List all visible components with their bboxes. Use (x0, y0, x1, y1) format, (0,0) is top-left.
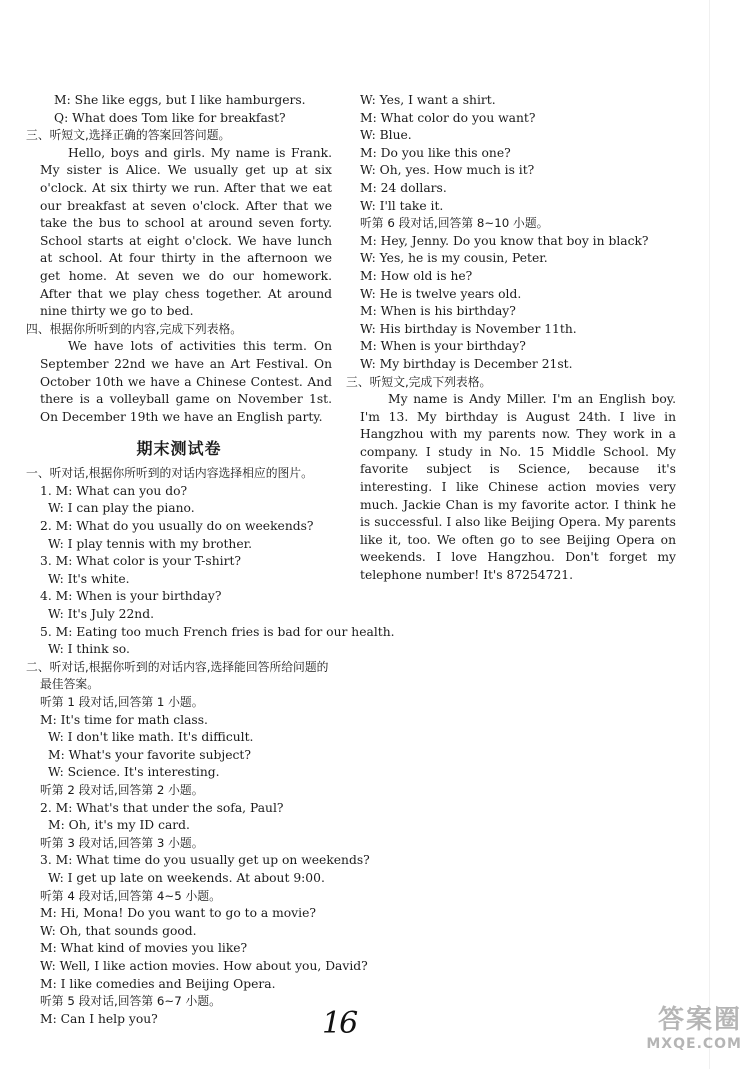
dialogue-line: M: What color do you want? (360, 110, 536, 125)
dialogue-line: W: Oh, that sounds good. (40, 923, 197, 938)
passage-frank: Hello, boys and girls. My name is Frank. My sister is Alice. We usually get up at six o'clock. At six thirty we run. After that we eat our breakfast at seven o'clock. After that we take the bus to school at around seven forty. School starts at eight o'clock. We have lunch at school. At four thirty in the afternoon we get home. At seven we do our homework. After that we play chess together. At around nine thirty we go to bed. (40, 145, 332, 319)
dialogue-line: 3. M: What color is your T-shirt? (40, 554, 241, 569)
dialogue-line: W: I think so. (48, 642, 130, 657)
dialogue-line: W: My birthday is December 21st. (360, 356, 573, 371)
section-title: 一、听对话,根据你所听到的对话内容选择相应的图片。 (26, 466, 313, 481)
passage-andy: My name is Andy Miller. I'm an English boy. I'm 13. My birthday is August 24th. I live in Hangzhou with my parents now. They work in a company. I study in No. 15 Middle School. My favorite subject is Science, because it's interesting. I like Chinese action movies very much. Jackie Chan is my favorite actor. I think he is successful. I also like Beijing Opera. My parents like it, too. We often go to see Beijing Opera on weekends. I love Hangzhou. Don't forget my telephone number! It's 87254721. (360, 392, 676, 583)
page-number: 16 (322, 1006, 357, 1041)
section-title: 四、根据你所听到的内容,完成下列表格。 (26, 321, 243, 336)
dialogue-line: M: Hi, Mona! Do you want to go to a movie? (40, 906, 316, 921)
dialogue-line: M: I like comedies and Beijing Opera. (40, 976, 276, 991)
right-column (346, 92, 676, 585)
dialogue-line: 2. M: What do you usually do on weekends? (40, 519, 314, 534)
dialogue-line: W: Science. It's interesting. (48, 765, 220, 780)
dialogue-line: W: Yes, he is my cousin, Peter. (360, 251, 548, 266)
dialogue-line: M: What's your favorite subject? (48, 747, 251, 762)
dialogue-line: M: Hey, Jenny. Do you know that boy in black? (360, 233, 649, 248)
dialogue-line: M: When is your birthday? (360, 339, 526, 354)
dialogue-line: M: 24 dollars. (360, 180, 447, 195)
page-edge-shadow (709, 0, 710, 1069)
dialogue-line: M: How old is he? (360, 268, 473, 283)
dialogue-line: 2. M: What's that under the sofa, Paul? (40, 800, 284, 815)
dialogue-line: M: She like eggs, but I like hamburgers. (54, 93, 306, 107)
watermark-en: MXQE.COM (646, 1036, 742, 1052)
dialogue-line: M: It's time for math class. (40, 712, 208, 727)
section-title: 三、听短文,完成下列表格。 (346, 374, 492, 389)
dialogue-line: 3. M: What time do you usually get up on weekends? (40, 853, 370, 868)
dialogue-label: 听第 6 段对话,回答第 8~10 小题。 (360, 216, 549, 231)
site-watermark-logo (612, 999, 742, 1055)
exam-heading: 期末测试卷 (136, 439, 222, 459)
section-title-continued: 最佳答案。 (40, 677, 99, 692)
dialogue-line: M: Oh, it's my ID card. (48, 818, 190, 833)
dialogue-line: W: Yes, I want a shirt. (360, 93, 496, 107)
dialogue-line: M: What kind of movies you like? (40, 941, 248, 956)
dialogue-line: 1. M: What can you do? (40, 483, 188, 498)
dialogue-label: 听第 1 段对话,回答第 1 小题。 (40, 695, 204, 709)
dialogue-line: W: Blue. (360, 128, 412, 143)
dialogue-label: 听第 2 段对话,回答第 2 小题。 (40, 782, 204, 797)
dialogue-line: M: Do you like this one? (360, 145, 511, 160)
watermark-cn: 答案圈 (657, 1005, 742, 1035)
section-title: 二、听对话,根据你听到的对话内容,选择能回答所给问题的 (26, 659, 329, 674)
dialogue-line: W: Well, I like action movies. How about you, David? (40, 958, 368, 973)
dialogue-line: Q: What does Tom like for breakfast? (54, 110, 286, 125)
dialogue-line: W: It's July 22nd. (48, 607, 155, 622)
dialogue-line: M: Can I help you? (40, 1011, 158, 1026)
section-title: 三、听短文,选择正确的答案回答问题。 (26, 128, 231, 143)
passage-activities: We have lots of activities this term. On September 22nd we have an Art Festival. On October 10th we have a Chinese Contest. And there is a volleyball game on November 1st. On December 19th we have an English party. (40, 339, 332, 424)
dialogue-line: W: Oh, yes. How much is it? (360, 163, 535, 178)
dialogue-line: M: When is his birthday? (360, 304, 516, 319)
dialogue-line: W: I get up late on weekends. At about 9:00. (48, 870, 325, 885)
dialogue-line: W: I can play the piano. (48, 501, 195, 516)
dialogue-line: W: I'll take it. (360, 198, 444, 213)
dialogue-label: 听第 4 段对话,回答第 4~5 小题。 (40, 888, 221, 903)
dialogue-label: 听第 5 段对话,回答第 6~7 小题。 (40, 994, 221, 1009)
dialogue-line: W: He is twelve years old. (360, 286, 522, 301)
dialogue-line: 4. M: When is your birthday? (40, 589, 222, 604)
dialogue-line: W: I don't like math. It's difficult. (48, 730, 254, 745)
dialogue-label: 听第 3 段对话,回答第 3 小题。 (40, 835, 204, 850)
dialogue-line: W: It's white. (48, 571, 130, 586)
dialogue-line: W: I play tennis with my brother. (48, 536, 253, 551)
dialogue-line: W: His birthday is November 11th. (360, 321, 577, 336)
dialogue-line: 5. M: Eating too much French fries is bad for our health. (40, 624, 395, 639)
